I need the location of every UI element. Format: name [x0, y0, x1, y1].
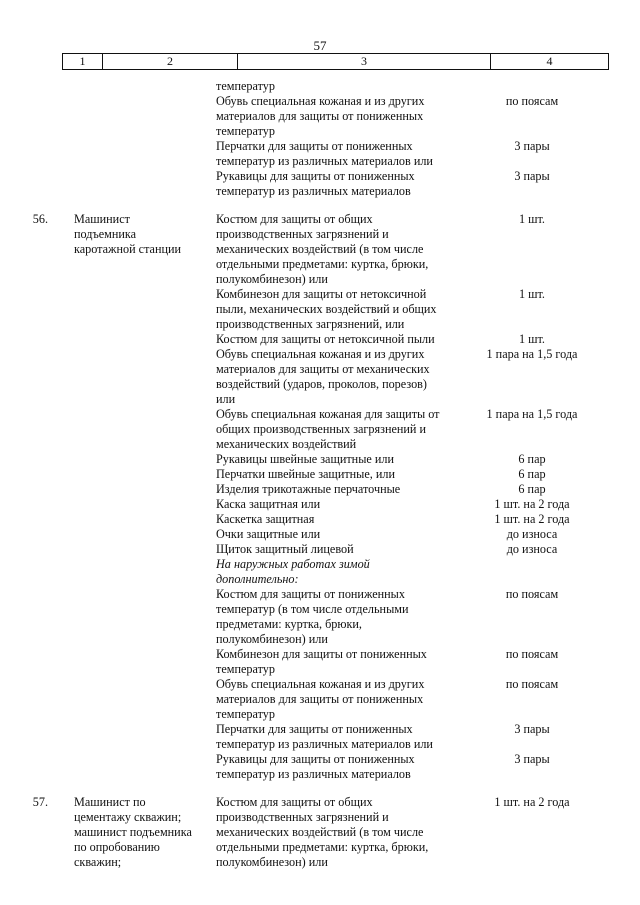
table-row	[0, 752, 640, 767]
table-row	[0, 795, 640, 810]
norm-cell	[472, 154, 592, 169]
item-cell: Костюм для защиты от нетоксичной пыли	[216, 332, 435, 346]
norm-cell	[472, 662, 592, 677]
table-row	[0, 139, 640, 154]
norm-cell: 1 шт. на 2 года	[494, 497, 570, 511]
entry-number	[0, 392, 74, 407]
item-cell: материалов для защиты от механических	[216, 362, 430, 376]
profession-cell	[74, 617, 216, 632]
entry-number	[0, 94, 74, 109]
entry-number	[0, 482, 74, 497]
profession-cell	[74, 79, 216, 94]
profession-cell	[74, 602, 216, 617]
profession-cell	[74, 662, 216, 677]
norm-cell	[472, 377, 592, 392]
entry-number	[0, 692, 74, 707]
norm-cell	[472, 557, 592, 572]
profession-cell	[74, 437, 216, 452]
entry-number	[0, 332, 74, 347]
item-cell: производственных загрязнений и	[216, 227, 389, 241]
profession-cell	[74, 737, 216, 752]
item-cell: На наружных работах зимой	[216, 557, 370, 571]
item-cell: температур (в том числе отдельными	[216, 602, 409, 616]
column-header-2: 2	[103, 54, 238, 69]
table-row	[0, 692, 640, 707]
profession-cell	[74, 482, 216, 497]
norm-cell	[472, 840, 592, 855]
table-row	[0, 109, 640, 124]
item-cell: температур из различных материалов	[216, 184, 411, 198]
item-cell: механических воздействий (в том числе	[216, 825, 424, 839]
table-row	[0, 602, 640, 617]
table-row	[0, 169, 640, 184]
entry-number	[0, 572, 74, 587]
entry-number	[0, 407, 74, 422]
table-row	[0, 467, 640, 482]
item-cell: дополнительно:	[216, 572, 299, 586]
table-row	[0, 840, 640, 855]
entry-number	[0, 527, 74, 542]
norm-cell	[472, 184, 592, 199]
table-row	[0, 767, 640, 782]
item-cell: температур из различных материалов	[216, 767, 411, 781]
item-cell: Перчатки для защиты от пониженных	[216, 139, 413, 153]
profession-cell	[74, 722, 216, 737]
profession-cell	[74, 124, 216, 139]
norm-cell: 1 пара на 1,5 года	[486, 347, 578, 361]
entry-number	[0, 139, 74, 154]
item-cell: полукомбинезон) или	[216, 632, 328, 646]
table-row	[0, 737, 640, 752]
item-cell: Костюм для защиты от пониженных	[216, 587, 405, 601]
profession-cell	[74, 467, 216, 482]
profession-cell	[74, 169, 216, 184]
profession-cell	[74, 677, 216, 692]
norm-cell	[472, 422, 592, 437]
norm-cell	[472, 855, 592, 870]
table-row	[0, 317, 640, 332]
item-cell: температур	[216, 79, 275, 93]
norm-cell: по поясам	[505, 647, 559, 661]
profession-cell	[74, 347, 216, 362]
item-cell: Щиток защитный лицевой	[216, 542, 354, 556]
entry-number	[0, 662, 74, 677]
profession-cell	[74, 542, 216, 557]
table-row	[0, 512, 640, 527]
entry-number: 56.	[32, 212, 48, 226]
entry-number	[0, 632, 74, 647]
profession-cell	[74, 392, 216, 407]
entry-number	[0, 737, 74, 752]
norm-cell	[472, 437, 592, 452]
table-row	[0, 227, 640, 242]
table-row	[0, 452, 640, 467]
column-header-1: 1	[63, 54, 103, 69]
profession-cell	[74, 647, 216, 662]
profession-cell	[74, 692, 216, 707]
profession-cell	[74, 302, 216, 317]
entry-number	[0, 557, 74, 572]
item-cell: Изделия трикотажные перчаточные	[216, 482, 401, 496]
table-header	[62, 53, 609, 70]
entry-number	[0, 587, 74, 602]
profession-cell	[74, 287, 216, 302]
item-cell: Обувь специальная кожаная и из других	[216, 347, 425, 361]
item-cell: Комбинезон для защиты от пониженных	[216, 647, 427, 661]
norm-cell	[472, 617, 592, 632]
table-row	[0, 437, 640, 452]
item-cell: Каскетка защитная	[216, 512, 315, 526]
profession-cell	[74, 632, 216, 647]
table-row	[0, 825, 640, 840]
item-cell: температур из различных материалов или	[216, 737, 433, 751]
table-row	[0, 392, 640, 407]
item-cell: Каска защитная или	[216, 497, 321, 511]
table-row	[0, 542, 640, 557]
norm-cell	[472, 242, 592, 257]
column-header-3: 3	[238, 54, 491, 69]
norm-cell	[472, 109, 592, 124]
norm-cell: 3 пары	[514, 169, 550, 183]
item-cell: температур из различных материалов или	[216, 154, 433, 168]
norm-cell: 6 пар	[518, 482, 546, 496]
table-row	[0, 557, 640, 572]
profession-cell	[74, 109, 216, 124]
table-entry	[0, 79, 640, 199]
entry-number	[0, 497, 74, 512]
table-row	[0, 377, 640, 392]
norm-cell: 3 пары	[514, 722, 550, 736]
norm-cell: по поясам	[505, 94, 559, 108]
norm-cell	[472, 810, 592, 825]
item-cell: отдельными предметами: куртка, брюки,	[216, 257, 429, 271]
table-row	[0, 154, 640, 169]
entry-number	[0, 840, 74, 855]
table-entry	[0, 795, 640, 870]
table-row	[0, 497, 640, 512]
norm-cell: 1 шт.	[519, 287, 545, 301]
norm-cell: 6 пар	[518, 452, 546, 466]
profession-cell: машинист подъемника	[74, 825, 192, 839]
norm-cell: по поясам	[505, 587, 559, 601]
norm-cell: 1 шт. на 2 года	[494, 512, 570, 526]
table-row	[0, 212, 640, 227]
column-header-4: 4	[546, 54, 553, 68]
entry-number	[0, 825, 74, 840]
table-row	[0, 94, 640, 109]
norm-cell	[472, 124, 592, 139]
norm-cell	[472, 272, 592, 287]
table-row	[0, 722, 640, 737]
entry-number	[0, 377, 74, 392]
entry-number	[0, 257, 74, 272]
table-row	[0, 272, 640, 287]
profession-cell	[74, 139, 216, 154]
table-row	[0, 662, 640, 677]
entry-number	[0, 347, 74, 362]
item-cell: Очки защитные или	[216, 527, 321, 541]
entry-number	[0, 109, 74, 124]
entry-number	[0, 184, 74, 199]
norm-cell	[472, 257, 592, 272]
norm-cell	[472, 737, 592, 752]
item-cell: механических воздействий	[216, 437, 357, 451]
table-row	[0, 810, 640, 825]
profession-cell	[74, 184, 216, 199]
item-cell: Обувь специальная кожаная для защиты от	[216, 407, 440, 421]
table-row	[0, 632, 640, 647]
profession-cell	[74, 752, 216, 767]
entry-number	[0, 169, 74, 184]
item-cell: полукомбинезон) или	[216, 855, 328, 869]
item-cell: температур	[216, 662, 275, 676]
norm-cell: 3 пары	[514, 752, 550, 766]
table-row	[0, 184, 640, 199]
item-cell: полукомбинезон) или	[216, 272, 328, 286]
table-row	[0, 527, 640, 542]
entry-number: 57.	[32, 795, 48, 809]
profession-cell: по опробованию	[74, 840, 160, 854]
table-row	[0, 407, 640, 422]
item-cell: температур	[216, 707, 275, 721]
entry-number	[0, 227, 74, 242]
entry-number	[0, 512, 74, 527]
item-cell: материалов для защиты от пониженных	[216, 692, 424, 706]
item-cell: пыли, механических воздействий и общих	[216, 302, 437, 316]
entry-number	[0, 542, 74, 557]
page-number: 57	[313, 38, 327, 53]
item-cell: Обувь специальная кожаная и из других	[216, 94, 425, 108]
entry-number	[0, 647, 74, 662]
table-row	[0, 124, 640, 139]
entry-number	[0, 602, 74, 617]
item-cell: Рукавицы швейные защитные или	[216, 452, 394, 466]
norm-cell	[472, 302, 592, 317]
table-row	[0, 302, 640, 317]
item-cell: Рукавицы для защиты от пониженных	[216, 169, 415, 183]
table-entry	[0, 212, 640, 782]
entry-number	[0, 317, 74, 332]
profession-cell	[74, 154, 216, 169]
table-row	[0, 482, 640, 497]
norm-cell	[472, 362, 592, 377]
item-cell: предметами: куртка, брюки,	[216, 617, 362, 631]
entry-number	[0, 767, 74, 782]
profession-cell	[74, 512, 216, 527]
item-cell: температур	[216, 124, 275, 138]
item-cell: воздействий (ударов, проколов, порезов)	[216, 377, 427, 391]
profession-cell	[74, 527, 216, 542]
norm-cell	[472, 79, 592, 94]
item-cell: Перчатки для защиты от пониженных	[216, 722, 413, 736]
profession-cell	[74, 422, 216, 437]
norm-cell	[472, 317, 592, 332]
table-row	[0, 617, 640, 632]
norm-cell: 3 пары	[514, 139, 550, 153]
profession-cell: каротажной станции	[74, 242, 182, 256]
table-row	[0, 257, 640, 272]
norm-cell: 1 шт. на 2 года	[494, 795, 570, 809]
table-row	[0, 287, 640, 302]
norm-cell	[472, 227, 592, 242]
profession-cell	[74, 377, 216, 392]
entry-number	[0, 677, 74, 692]
entry-number	[0, 242, 74, 257]
entry-number	[0, 437, 74, 452]
norm-cell: 1 шт.	[519, 332, 545, 346]
profession-cell: Машинист по	[74, 795, 146, 809]
entry-number	[0, 855, 74, 870]
table-row	[0, 422, 640, 437]
norm-cell	[472, 692, 592, 707]
profession-cell: скважин;	[74, 855, 122, 869]
entry-number	[0, 302, 74, 317]
norm-cell: 6 пар	[518, 467, 546, 481]
table-row	[0, 677, 640, 692]
table-row	[0, 647, 640, 662]
entry-number	[0, 810, 74, 825]
item-cell: общих производственных загрязнений и	[216, 422, 427, 436]
table-row	[0, 587, 640, 602]
item-cell: Перчатки швейные защитные, или	[216, 467, 396, 481]
table-row	[0, 855, 640, 870]
table-body	[0, 79, 640, 870]
norm-cell: 1 пара на 1,5 года	[486, 407, 578, 421]
entry-number	[0, 124, 74, 139]
profession-cell	[74, 94, 216, 109]
profession-cell	[74, 587, 216, 602]
profession-cell	[74, 362, 216, 377]
entry-number	[0, 707, 74, 722]
norm-cell	[472, 602, 592, 617]
item-cell: отдельными предметами: куртка, брюки,	[216, 840, 429, 854]
norm-cell	[472, 825, 592, 840]
norm-cell	[472, 632, 592, 647]
entry-number	[0, 362, 74, 377]
norm-cell: 1 шт.	[519, 212, 545, 226]
profession-cell	[74, 407, 216, 422]
table-row	[0, 332, 640, 347]
entry-number	[0, 722, 74, 737]
item-cell: Комбинезон для защиты от нетоксичной	[216, 287, 427, 301]
profession-cell	[74, 272, 216, 287]
norm-cell: по поясам	[505, 677, 559, 691]
profession-cell	[74, 317, 216, 332]
profession-cell	[74, 257, 216, 272]
table-row	[0, 242, 640, 257]
table-row	[0, 362, 640, 377]
item-cell: Костюм для защиты от общих	[216, 212, 373, 226]
item-cell: производственных загрязнений, или	[216, 317, 405, 331]
entry-number	[0, 422, 74, 437]
profession-cell: цементажу скважин;	[74, 810, 182, 824]
item-cell: Обувь специальная кожаная и из других	[216, 677, 425, 691]
profession-cell	[74, 557, 216, 572]
item-cell: материалов для защиты от пониженных	[216, 109, 424, 123]
profession-cell: Машинист	[74, 212, 130, 226]
table-row	[0, 347, 640, 362]
item-cell: или	[216, 392, 236, 406]
norm-cell	[472, 767, 592, 782]
item-cell: Рукавицы для защиты от пониженных	[216, 752, 415, 766]
table-row	[0, 572, 640, 587]
norm-cell: до износа	[506, 527, 558, 541]
norm-cell	[472, 572, 592, 587]
profession-cell	[74, 767, 216, 782]
profession-cell	[74, 452, 216, 467]
block-separator	[0, 199, 640, 212]
entry-number	[0, 287, 74, 302]
entry-number	[0, 617, 74, 632]
block-separator	[0, 782, 640, 795]
entry-number	[0, 452, 74, 467]
item-cell: механических воздействий (в том числе	[216, 242, 424, 256]
entry-number	[0, 272, 74, 287]
profession-cell	[74, 497, 216, 512]
entry-number	[0, 752, 74, 767]
profession-cell	[74, 572, 216, 587]
table-row	[0, 79, 640, 94]
entry-number	[0, 467, 74, 482]
profession-cell	[74, 707, 216, 722]
entry-number	[0, 79, 74, 94]
item-cell: Костюм для защиты от общих	[216, 795, 373, 809]
item-cell: производственных загрязнений и	[216, 810, 389, 824]
norm-cell	[472, 392, 592, 407]
norm-cell: до износа	[506, 542, 558, 556]
entry-number	[0, 154, 74, 169]
table-row	[0, 707, 640, 722]
norm-cell	[472, 707, 592, 722]
profession-cell	[74, 332, 216, 347]
profession-cell: подъемника	[74, 227, 137, 241]
